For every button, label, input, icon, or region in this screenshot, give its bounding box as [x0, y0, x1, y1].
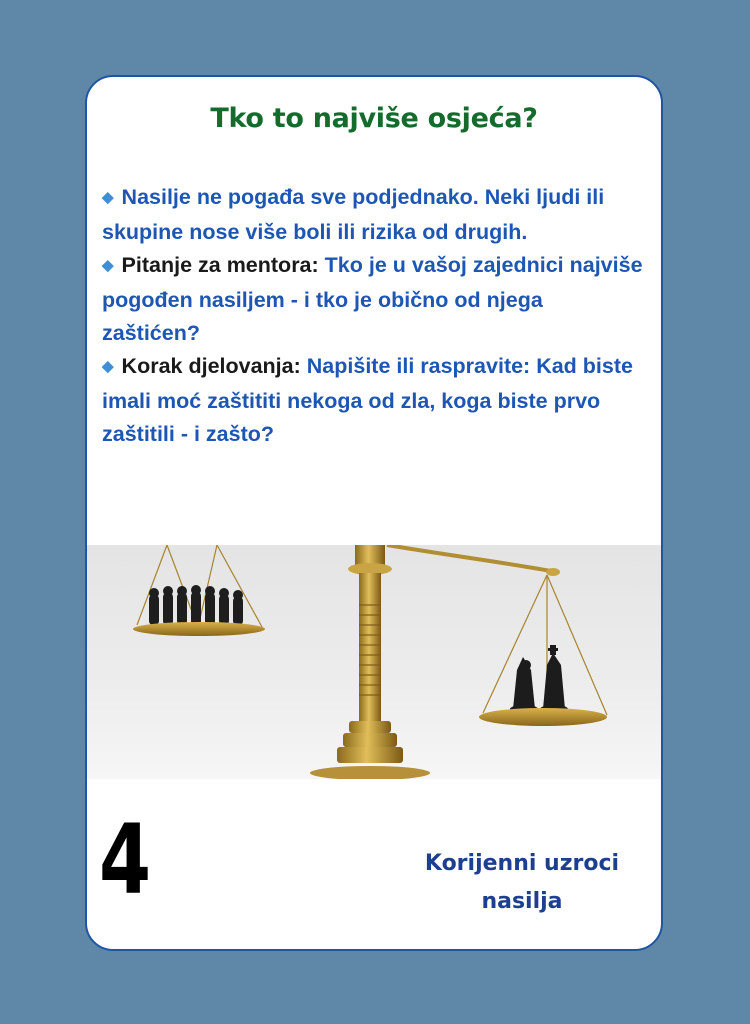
scales-image [87, 545, 663, 779]
point-2-text: Tko je u vašoj zajednici najviše pogođen nasiljem - i tko je obično od njega zaštićen? [102, 253, 643, 345]
card-number: 4 [99, 804, 152, 916]
category-label: Korijenni uzroci nasilja [424, 851, 620, 914]
scales-of-justice-icon [87, 545, 663, 779]
card-body [102, 181, 643, 451]
point-1 [102, 181, 643, 249]
point-3-label: Korak djelovanja: [121, 354, 301, 378]
diamond-bullet-icon: ◆ [102, 189, 114, 206]
point-3 [102, 350, 643, 451]
card [85, 75, 663, 951]
point-3-text: Napišite ili raspravite: Kad biste imali moć zaštititi nekoga od zla, koga biste prvo zaštitili - i zašto? [102, 354, 633, 446]
card-title: Tko to najviše osjeća? [210, 103, 538, 134]
diamond-bullet-icon: ◆ [102, 257, 114, 274]
point-2 [102, 249, 643, 350]
diamond-bullet-icon: ◆ [102, 358, 114, 375]
point-1-text: Nasilje ne pogađa sve podjednako. Neki ljudi ili skupine nose više boli ili rizika od drugih. [102, 185, 605, 244]
point-2-label: Pitanje za mentora: [121, 253, 319, 277]
